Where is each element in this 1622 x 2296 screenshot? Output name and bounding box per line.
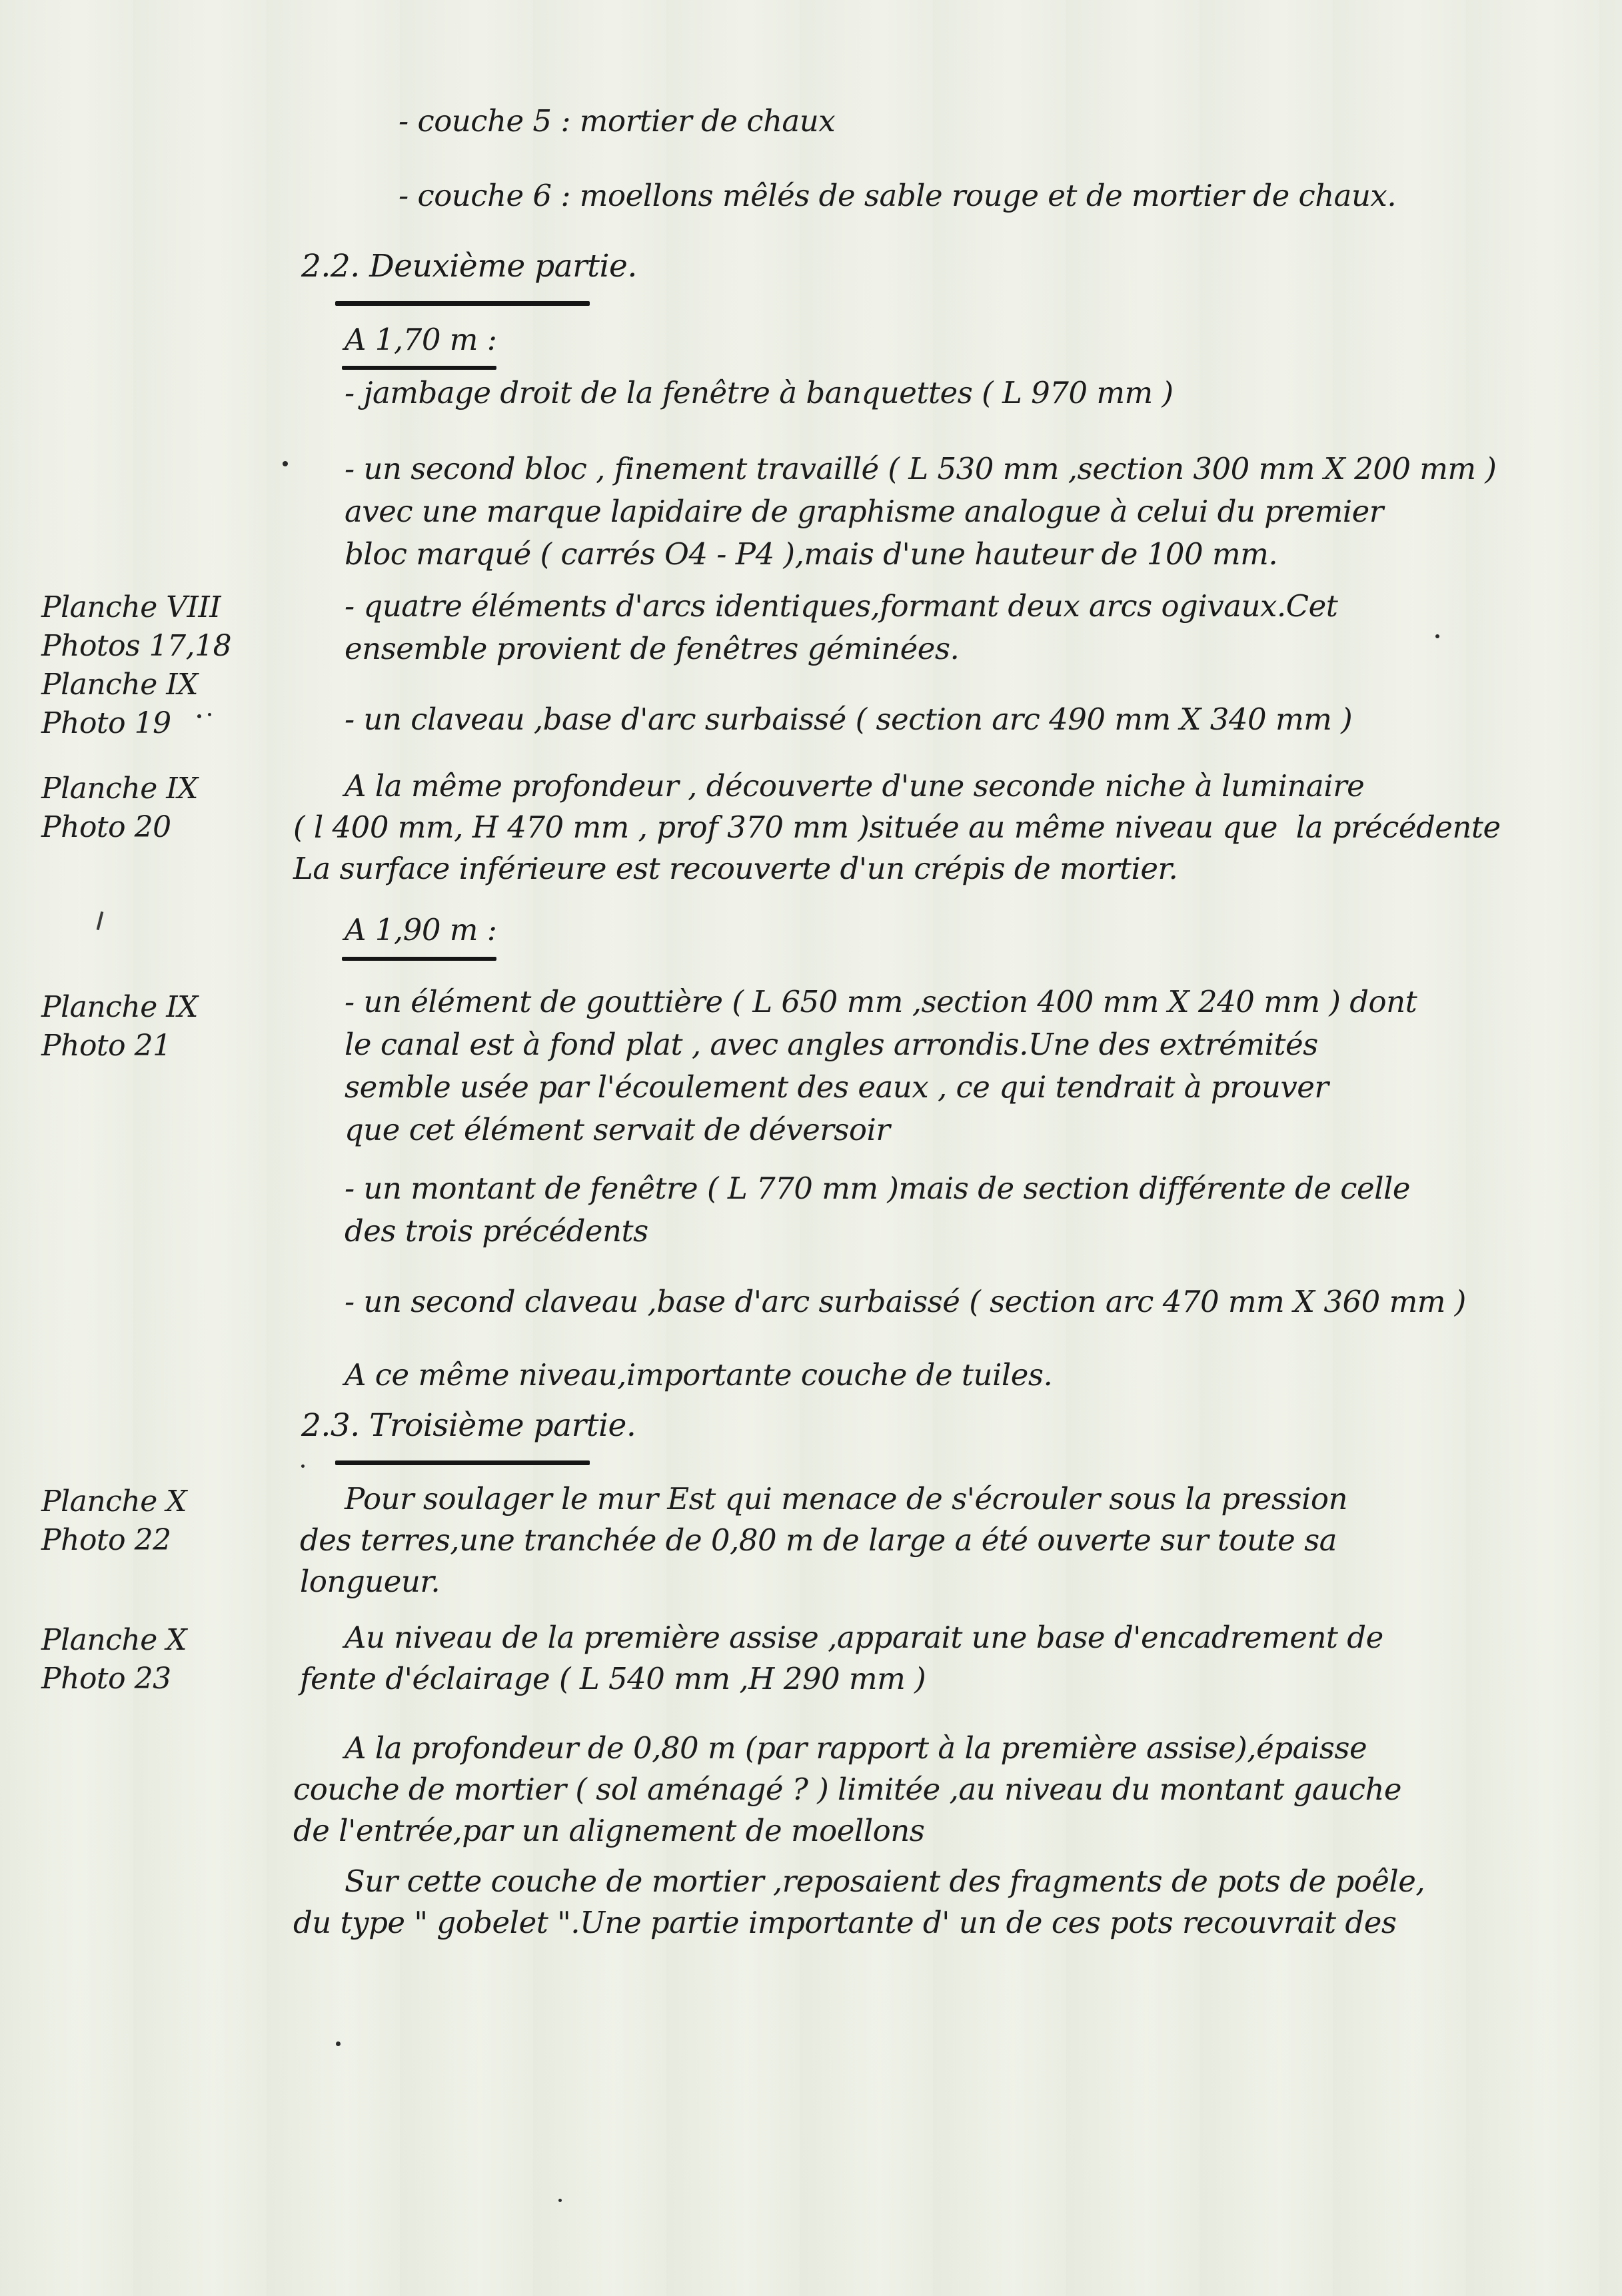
body-line: - jambage droit de la fenêtre à banquettes ( L 970 mm ) xyxy=(345,375,1174,410)
margin-note-line: Planche IX xyxy=(41,668,198,702)
body-line: Au niveau de la première assise ,apparait une base d'encadrement de xyxy=(345,1620,1383,1655)
scan-speck xyxy=(197,714,201,718)
heading-underline xyxy=(335,1460,590,1465)
margin-note-line: Planche IX xyxy=(41,772,198,806)
scan-speck xyxy=(558,2199,562,2202)
body-line: avec une marque lapidaire de graphisme analogue à celui du premier xyxy=(345,494,1383,529)
margin-note-line: Planche X xyxy=(41,1623,187,1657)
body-line: couche de mortier ( sol aménagé ? ) limitée ,au niveau du montant gauche xyxy=(293,1772,1402,1807)
body-line: - un second claveau ,base d'arc surbaissé ( section arc 470 mm X 360 mm ) xyxy=(345,1284,1466,1319)
heading-underline xyxy=(342,366,496,370)
body-line: des terres,une tranchée de 0,80 m de large a été ouverte sur toute sa xyxy=(300,1522,1337,1558)
body-line: A la même profondeur , découverte d'une seconde niche à luminaire xyxy=(345,768,1365,804)
body-line: Pour soulager le mur Est qui menace de s'écrouler sous la pression xyxy=(345,1481,1347,1516)
body-line: de l'entrée,par un alignement de moellons xyxy=(293,1813,925,1848)
body-line: - couche 6 : moellons mêlés de sable rouge et de mortier de chaux. xyxy=(399,178,1397,213)
scan-speck xyxy=(1435,634,1439,638)
margin-note-line: Photos 17,18 xyxy=(41,629,232,663)
body-line: - quatre éléments d'arcs identiques,formant deux arcs ogivaux.Cet xyxy=(345,588,1338,624)
body-line: - un second bloc , finement travaillé ( L 530 mm ,section 300 mm X 200 mm ) xyxy=(345,451,1497,486)
margin-note-line: Planche VIII xyxy=(41,590,221,624)
scan-speck xyxy=(336,2041,341,2046)
body-line: des trois précédents xyxy=(345,1213,648,1249)
scan-speck xyxy=(208,713,211,716)
section-heading: 2.2. Deuxième partie. xyxy=(301,248,637,285)
body-line: du type " gobelet ".Une partie importante d' un de ces pots recouvrait des xyxy=(293,1905,1397,1940)
body-line: - un élément de gouttière ( L 650 mm ,section 400 mm X 240 mm ) dont xyxy=(345,984,1417,1019)
body-line: ( l 400 mm, H 470 mm , prof 370 mm )située au même niveau que la précédente xyxy=(293,810,1501,845)
body-line: bloc marqué ( carrés O4 - P4 ),mais d'une hauteur de 100 mm. xyxy=(345,536,1278,572)
body-line: La surface inférieure est recouverte d'un crépis de mortier. xyxy=(293,851,1178,886)
heading-underline xyxy=(335,301,590,306)
body-line: A ce même niveau,importante couche de tuiles. xyxy=(345,1357,1053,1393)
body-line: longueur. xyxy=(300,1564,440,1599)
scan-speck xyxy=(301,1464,305,1468)
scan-speck xyxy=(283,461,288,466)
body-line: Sur cette couche de mortier ,reposaient des fragments de pots de poêle, xyxy=(345,1864,1425,1899)
body-line: le canal est à fond plat , avec angles arrondis.Une des extrémités xyxy=(345,1027,1318,1062)
margin-note-line: Planche IX xyxy=(41,990,198,1024)
section-heading: 2.3. Troisième partie. xyxy=(301,1407,636,1444)
scan-speck xyxy=(97,911,104,930)
body-line: que cet élément servait de déversoir xyxy=(345,1112,890,1147)
body-line: - couche 5 : mortier de chaux xyxy=(399,103,836,139)
margin-note-line: Photo 19 xyxy=(41,706,171,740)
margin-note-line: Planche X xyxy=(41,1484,187,1518)
body-line: A la profondeur de 0,80 m (par rapport à la première assise),épaisse xyxy=(345,1730,1367,1766)
body-line: - un claveau ,base d'arc surbaissé ( section arc 490 mm X 340 mm ) xyxy=(345,702,1353,737)
body-line: semble usée par l'écoulement des eaux , ce qui tendrait à prouver xyxy=(345,1069,1329,1105)
body-line: ensemble provient de fenêtres géminées. xyxy=(345,631,960,666)
depth-subheading: A 1,90 m : xyxy=(345,912,497,947)
margin-note-line: Photo 23 xyxy=(41,1662,171,1696)
body-line: - un montant de fenêtre ( L 770 mm )mais de section différente de celle xyxy=(345,1171,1411,1206)
margin-note-line: Photo 22 xyxy=(41,1523,171,1557)
body-line: fente d'éclairage ( L 540 mm ,H 290 mm ) xyxy=(300,1661,926,1696)
margin-note-line: Photo 20 xyxy=(41,810,171,844)
margin-note-line: Photo 21 xyxy=(41,1029,171,1063)
depth-subheading: A 1,70 m : xyxy=(345,322,497,357)
heading-underline xyxy=(342,957,496,961)
